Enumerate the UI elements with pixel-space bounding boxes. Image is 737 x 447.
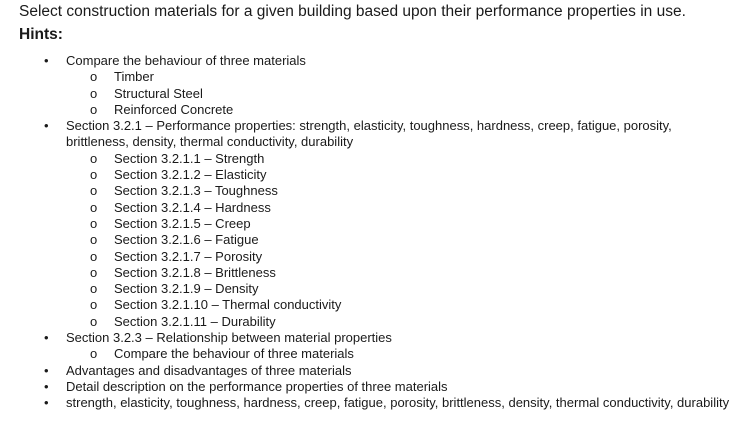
sub-item: [90, 167, 731, 183]
bullet-icon: •: [44, 378, 49, 394]
intro-text: Select construction materials for a given building based upon their performance properties in use.: [19, 3, 686, 20]
sub-item: [90, 101, 731, 118]
circle-bullet-icon: o: [90, 215, 98, 231]
circle-bullet-icon: o: [90, 183, 98, 199]
hints-list: [44, 53, 731, 412]
bullet-icon: •: [44, 330, 49, 346]
sub-item-text: Section 3.2.1.2 – Elasticity: [114, 167, 267, 183]
hint-item-text: strength, elasticity, toughness, hardness, creep, fatigue, porosity, brittleness, density, thermal conductivity, durability: [66, 395, 730, 411]
sub-item: [90, 215, 731, 232]
hint-item-text: Section 3.2.1 – Performance properties: strength, elasticity, toughness, hardness, creep, fatigue, porosity, brittleness, density, thermal conductivity, durability: [66, 118, 672, 150]
sub-item-text: Reinforced Concrete: [114, 101, 234, 117]
circle-bullet-icon: o: [90, 167, 98, 183]
hint-item: [44, 330, 731, 363]
bullet-icon: •: [44, 395, 49, 411]
sub-item-text: Section 3.2.1.11 – Durability: [114, 313, 276, 329]
sub-item-text: Section 3.2.1.7 – Porosity: [114, 248, 263, 264]
circle-bullet-icon: o: [90, 248, 98, 264]
hint-item-text: Advantages and disadvantages of three materials: [66, 362, 352, 378]
sub-item-text: Compare the behaviour of three materials: [114, 346, 354, 362]
circle-bullet-icon: o: [90, 313, 98, 329]
circle-bullet-icon: o: [90, 85, 98, 101]
hint-item-text: Section 3.2.3 – Relationship between material properties: [66, 330, 392, 346]
circle-bullet-icon: o: [90, 69, 98, 85]
sub-item: [90, 85, 731, 102]
sub-item: [90, 199, 731, 216]
sub-item: [90, 313, 731, 330]
hints-heading: Hints:: [19, 26, 63, 43]
sub-item: [90, 69, 731, 85]
circle-bullet-icon: o: [90, 346, 98, 362]
sub-item: [90, 281, 731, 297]
circle-bullet-icon: o: [90, 232, 98, 248]
sub-item: [90, 150, 731, 167]
sub-list: [66, 151, 731, 330]
sub-item-text: Section 3.2.1.9 – Density: [114, 281, 259, 297]
bullet-icon: •: [44, 118, 49, 134]
hint-item: [44, 378, 731, 395]
sub-item: [90, 248, 731, 265]
sub-item-text: Timber: [114, 69, 154, 85]
hint-item-text: Detail description on the performance properties of three materials: [66, 378, 448, 394]
hint-item: [44, 395, 731, 411]
sub-item-text: Section 3.2.1.10 – Thermal conductivity: [114, 297, 342, 313]
sub-item-text: Section 3.2.1.1 – Strength: [114, 150, 265, 166]
sub-item: [90, 183, 731, 199]
sub-item-text: Section 3.2.1.4 – Hardness: [114, 199, 271, 215]
bullet-icon: •: [44, 53, 49, 68]
hint-item: [44, 362, 731, 379]
sub-list: [66, 69, 731, 118]
sub-item-text: Structural Steel: [114, 85, 203, 101]
sub-item-text: Section 3.2.1.3 – Toughness: [114, 183, 278, 199]
circle-bullet-icon: o: [90, 150, 98, 166]
sub-item: [90, 297, 731, 313]
hint-item: [44, 53, 731, 118]
sub-list: [66, 346, 731, 362]
sub-item-text: Section 3.2.1.6 – Fatigue: [114, 232, 259, 248]
circle-bullet-icon: o: [90, 199, 98, 215]
sub-item: [90, 264, 731, 281]
circle-bullet-icon: o: [90, 297, 98, 313]
sub-item: [90, 232, 731, 248]
bullet-icon: •: [44, 362, 49, 378]
hint-item: [44, 118, 731, 330]
circle-bullet-icon: o: [90, 281, 98, 297]
sub-item-text: Section 3.2.1.5 – Creep: [114, 215, 251, 231]
sub-item-text: Section 3.2.1.8 – Brittleness: [114, 264, 276, 280]
hint-item-text: Compare the behaviour of three materials: [66, 53, 306, 68]
circle-bullet-icon: o: [90, 264, 98, 280]
sub-item: [90, 346, 731, 362]
circle-bullet-icon: o: [90, 101, 98, 117]
